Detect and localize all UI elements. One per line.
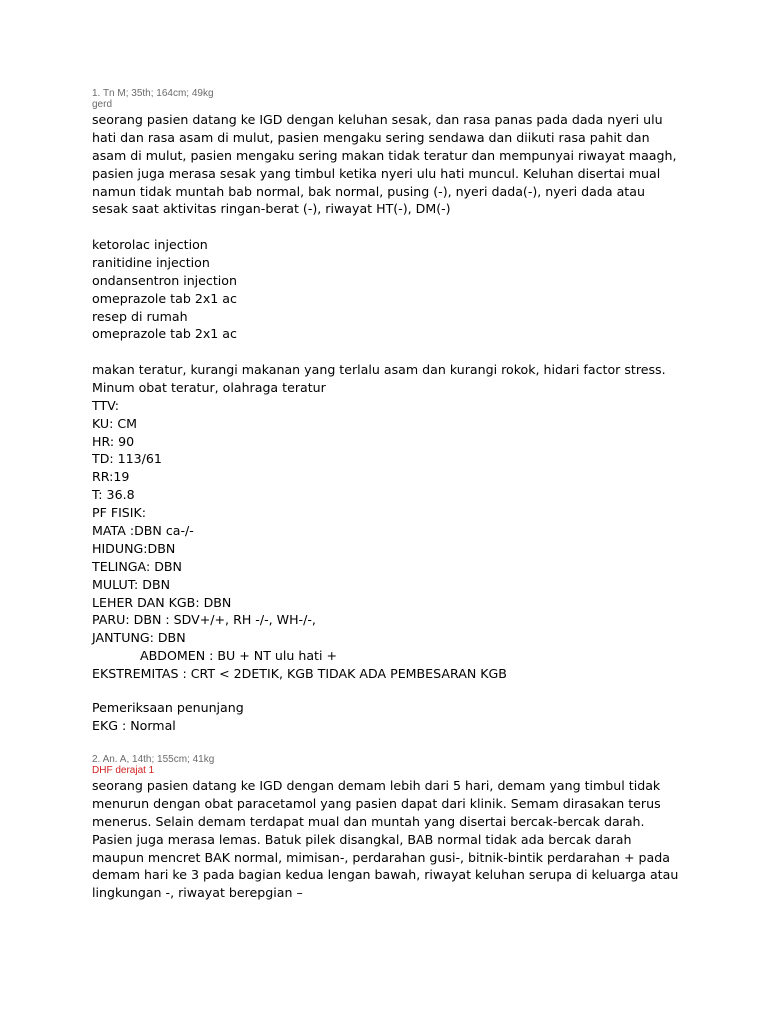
text-line: sesak saat aktivitas ringan-berat (-), riwayat HT(-), DM(-): [92, 201, 451, 217]
exam-line: JANTUNG: DBN: [92, 630, 186, 646]
text-line: maupun mencret BAK normal, mimisan-, perdarahan gusi-, bitnik-bintik perdarahan + pada: [92, 849, 670, 865]
exam-line: KU: CM: [92, 415, 138, 431]
exam-line: TD: 113/61: [92, 451, 162, 467]
case1-subheader: gerd: [92, 99, 113, 110]
exam-line: PARU: DBN : SDV+/+, RH -/-, WH-/-,: [92, 612, 316, 628]
therapy-item: omeprazole tab 2x1 ac: [92, 326, 237, 342]
exam-line: HR: 90: [92, 433, 135, 449]
text-line: lingkungan -, riwayat berepgian –: [92, 885, 303, 901]
case2-subheader: DHF derajat 1: [92, 765, 155, 776]
text-line: menerus. Selain demam terdapat mual dan muntah yang disertai bercak-bercak darah.: [92, 813, 645, 829]
therapy-item: ranitidine injection: [92, 254, 210, 270]
exam-line: ABDOMEN : BU + NT ulu hati +: [140, 648, 338, 664]
case2-anamnesis: [92, 777, 692, 902]
exam-line: LEHER DAN KGB: DBN: [92, 594, 232, 610]
therapy-item: ondansentron injection: [92, 272, 237, 288]
exam-line: EKSTREMITAS : CRT < 2DETIK, KGB TIDAK ADA PEMBESARAN KGB: [92, 666, 507, 682]
exam-line: MATA :DBN ca-/-: [92, 523, 194, 539]
exam-line: TTV:: [92, 397, 119, 413]
therapy-item: resep di rumah: [92, 308, 188, 324]
case2-header: 2. An. A, 14th; 155cm; 41kg: [92, 754, 215, 765]
text-line: seorang pasien datang ke IGD dengan demam lebih dari 5 hari, demam yang timbul tidak: [92, 778, 661, 793]
case1-anamnesis: [92, 111, 692, 218]
case1-advice-exam: [92, 361, 692, 683]
text-line: pasien juga merasa sesak yang timbul ketika nyeri ulu hati muncul. Keluhan disertai mual: [92, 165, 661, 181]
exam-line: RR:19: [92, 469, 130, 485]
support-line: EKG : Normal: [92, 717, 176, 733]
exam-line: MULUT: DBN: [92, 576, 171, 592]
advice-line: Minum obat teratur, olahraga teratur: [92, 379, 326, 395]
exam-line: PF FISIK:: [92, 505, 147, 521]
exam-line: T: 36.8: [92, 487, 135, 503]
text-line: demam hari ke 3 pada bagian kedua lengan bawah, riwayat keluhan serupa di keluarga atau: [92, 867, 679, 883]
text-line: Pasien juga merasa lemas. Batuk pilek disangkal, BAB normal tidak ada bercak darah: [92, 831, 632, 847]
case1-header: 1. Tn M; 35th; 164cm; 49kg: [92, 88, 214, 99]
advice-line: makan teratur, kurangi makanan yang terlalu asam dan kurangi rokok, hidari factor stress.: [92, 362, 666, 377]
therapy-item: omeprazole tab 2x1 ac: [92, 290, 237, 306]
exam-line: HIDUNG:DBN: [92, 540, 176, 556]
text-line: hati dan rasa asam di mulut, pasien mengaku sering sendawa dan diikuti rasa pahit dan: [92, 129, 650, 145]
text-line: seorang pasien datang ke IGD dengan keluhan sesak, dan rasa panas pada dada nyeri ulu: [92, 112, 663, 127]
text-line: asam di mulut, pasien mengaku sering makan tidak teratur dan mempunyai riwayat maagh,: [92, 147, 677, 163]
support-line: Pemeriksaan penunjang: [92, 700, 244, 715]
case1-supporting-exam: [92, 699, 692, 735]
therapy-item: ketorolac injection: [92, 237, 208, 252]
exam-line: TELINGA: DBN: [92, 558, 182, 574]
text-line: namun tidak muntah bab normal, bak normal, pusing (-), nyeri dada(-), nyeri dada atau: [92, 183, 645, 199]
case1-therapy: [92, 236, 692, 343]
text-line: menurun dengan obat paracetamol yang pasien dapat dari klinik. Semam dirasakan terus: [92, 795, 661, 811]
